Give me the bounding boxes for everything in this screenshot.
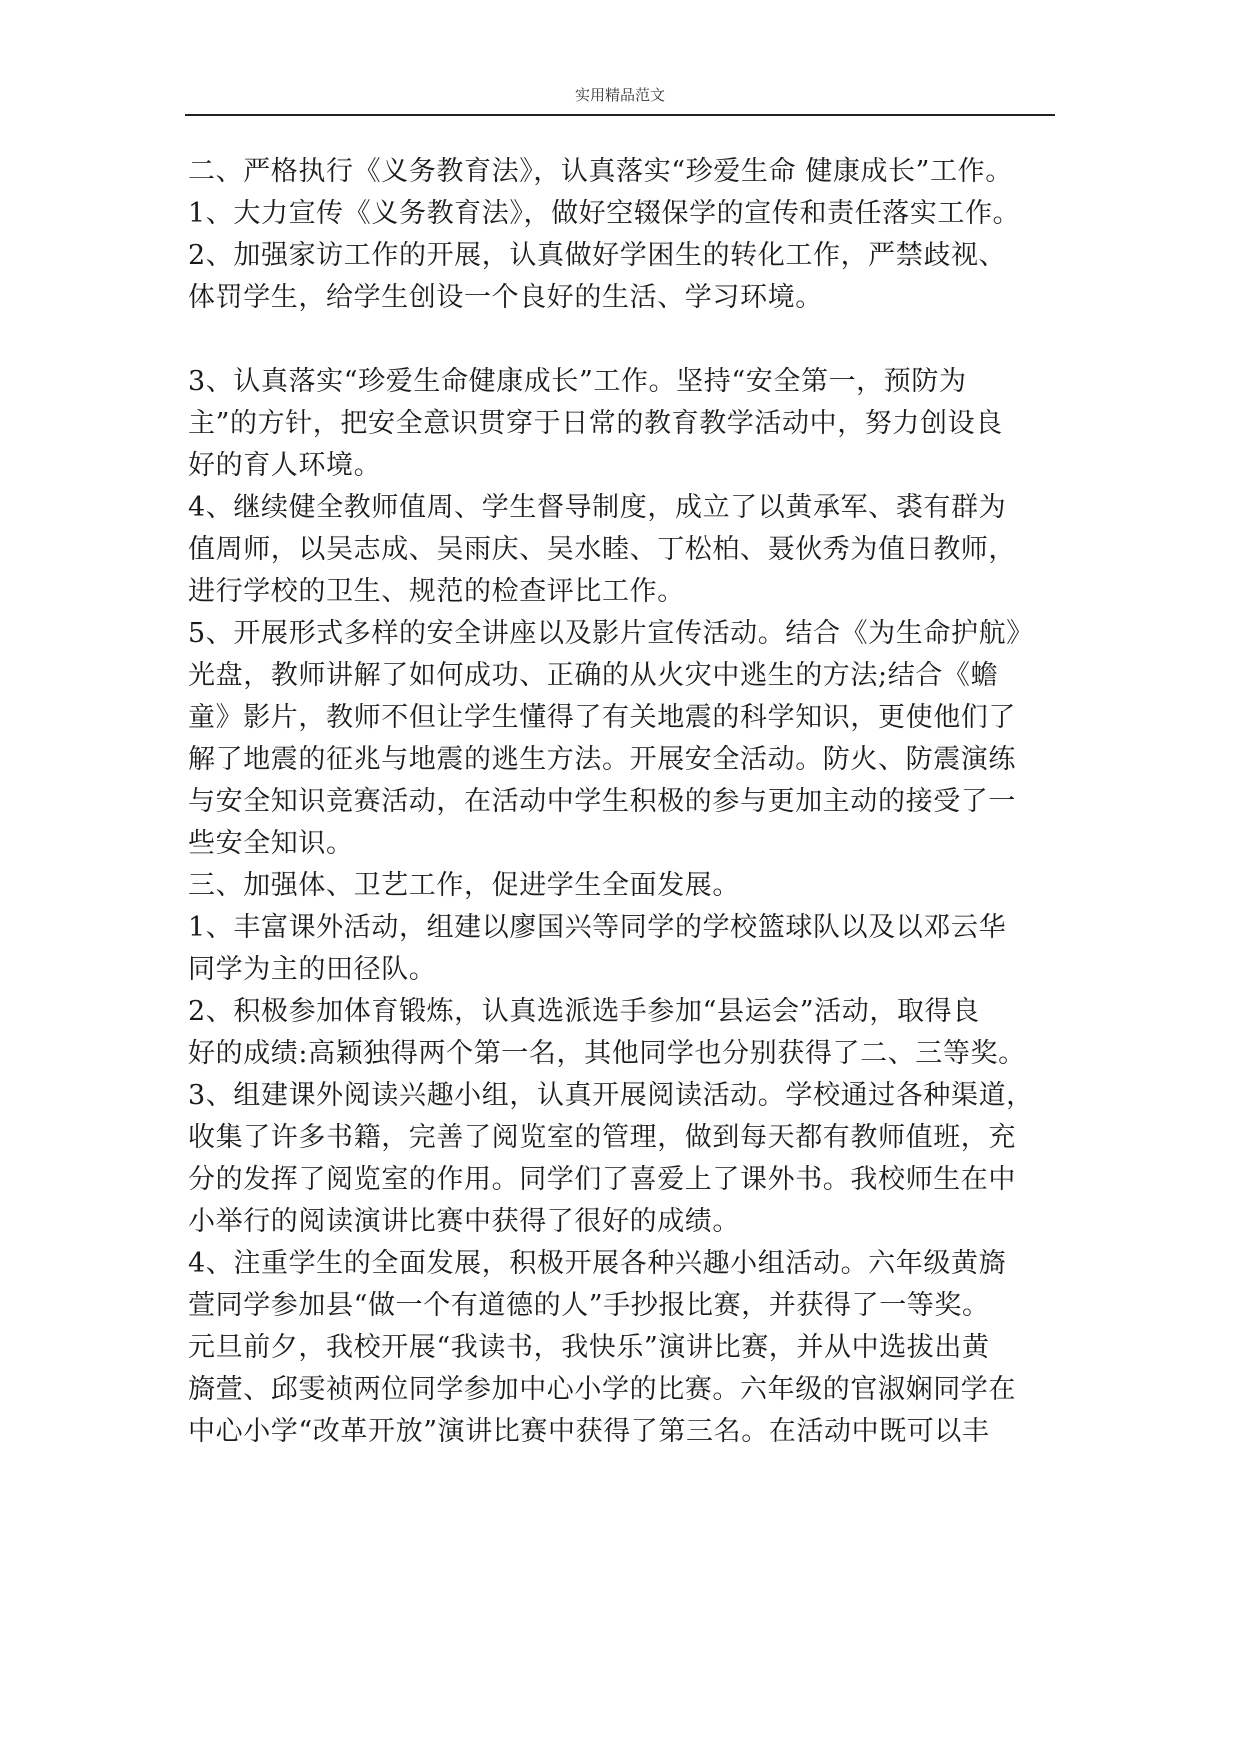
text-line: 收集了许多书籍，完善了阅览室的管理，做到每天都有教师值班，充 <box>188 1122 1016 1153</box>
text-line: 二、严格执行《义务教育法》，认真落实“珍爱生命 健康成长”工作。 <box>188 156 1013 187</box>
text-line: 好的育人环境。 <box>188 450 382 481</box>
text-line: 2、加强家访工作的开展，认真做好学困生的转化工作，严禁歧视、 <box>188 240 1007 271</box>
text-line: 体罚学生，给学生创设一个良好的生活、学习环境。 <box>188 282 823 313</box>
text-line: 分的发挥了阅览室的作用。同学们了喜爱上了课外书。我校师生在中 <box>188 1164 1016 1195</box>
text-line: 1、丰富课外活动，组建以廖国兴等同学的学校篮球队以及以邓云华 <box>188 912 1007 943</box>
text-line: 童》影片，教师不但让学生懂得了有关地震的科学知识，更使他们了 <box>188 702 1016 733</box>
paragraph-gap <box>188 319 1068 361</box>
text-line: 些安全知识。 <box>188 828 354 859</box>
text-line: 小举行的阅读演讲比赛中获得了很好的成绩。 <box>188 1206 740 1237</box>
text-line: 解了地震的征兆与地震的逃生方法。开展安全活动。防火、防震演练 <box>188 744 1016 775</box>
text-line: 好的成绩:高颖独得两个第一名，其他同学也分别获得了二、三等奖。 <box>188 1038 1026 1069</box>
text-line: 同学为主的田径队。 <box>188 954 437 985</box>
header-rule <box>185 114 1055 116</box>
text-line: 元旦前夕，我校开展“我读书，我快乐”演讲比赛，并从中选拔出黄 <box>188 1332 990 1363</box>
text-line: 3、组建课外阅读兴趣小组，认真开展阅读活动。学校通过各种渠道， <box>188 1080 1034 1111</box>
text-line: 萱同学参加县“做一个有道德的人”手抄报比赛，并获得了一等奖。 <box>188 1290 990 1321</box>
text-line: 三、加强体、卫艺工作，促进学生全面发展。 <box>188 870 740 901</box>
text-line: 4、继续健全教师值周、学生督导制度，成立了以黄承军、裘有群为 <box>188 492 1007 523</box>
document-body <box>188 151 1068 1453</box>
text-line: 1、大力宣传《义务教育法》，做好空辍保学的宣传和责任落实工作。 <box>188 198 1021 229</box>
text-line: 旖萱、邱雯祯两位同学参加中心小学的比赛。六年级的官淑娴同学在 <box>188 1374 1016 1405</box>
text-line: 与安全知识竞赛活动，在活动中学生积极的参与更加主动的接受了一 <box>188 786 1016 817</box>
text-line: 进行学校的卫生、规范的检查评比工作。 <box>188 576 685 607</box>
text-line: 4、注重学生的全面发展，积极开展各种兴趣小组活动。六年级黄旖 <box>188 1248 1007 1279</box>
text-line: 3、认真落实“珍爱生命健康成长”工作。坚持“安全第一，预防为 <box>188 366 967 397</box>
text-line: 光盘，教师讲解了如何成功、正确的从火灾中逃生的方法;结合《蟾 <box>188 660 999 691</box>
text-line: 主”的方针，把安全意识贯穿于日常的教育教学活动中，努力创设良 <box>188 408 1003 439</box>
text-line: 中心小学“改革开放”演讲比赛中获得了第三名。在活动中既可以丰 <box>188 1416 990 1447</box>
text-line: 值周师，以吴志成、吴雨庆、吴水睦、丁松柏、聂伙秀为值日教师， <box>188 534 1016 565</box>
page-header-title: 实用精品范文 <box>574 86 665 104</box>
text-line: 5、开展形式多样的安全讲座以及影片宣传活动。结合《为生命护航》 <box>188 618 1034 649</box>
text-line: 2、积极参加体育锻炼，认真选派选手参加“县运会”活动，取得良 <box>188 996 980 1027</box>
